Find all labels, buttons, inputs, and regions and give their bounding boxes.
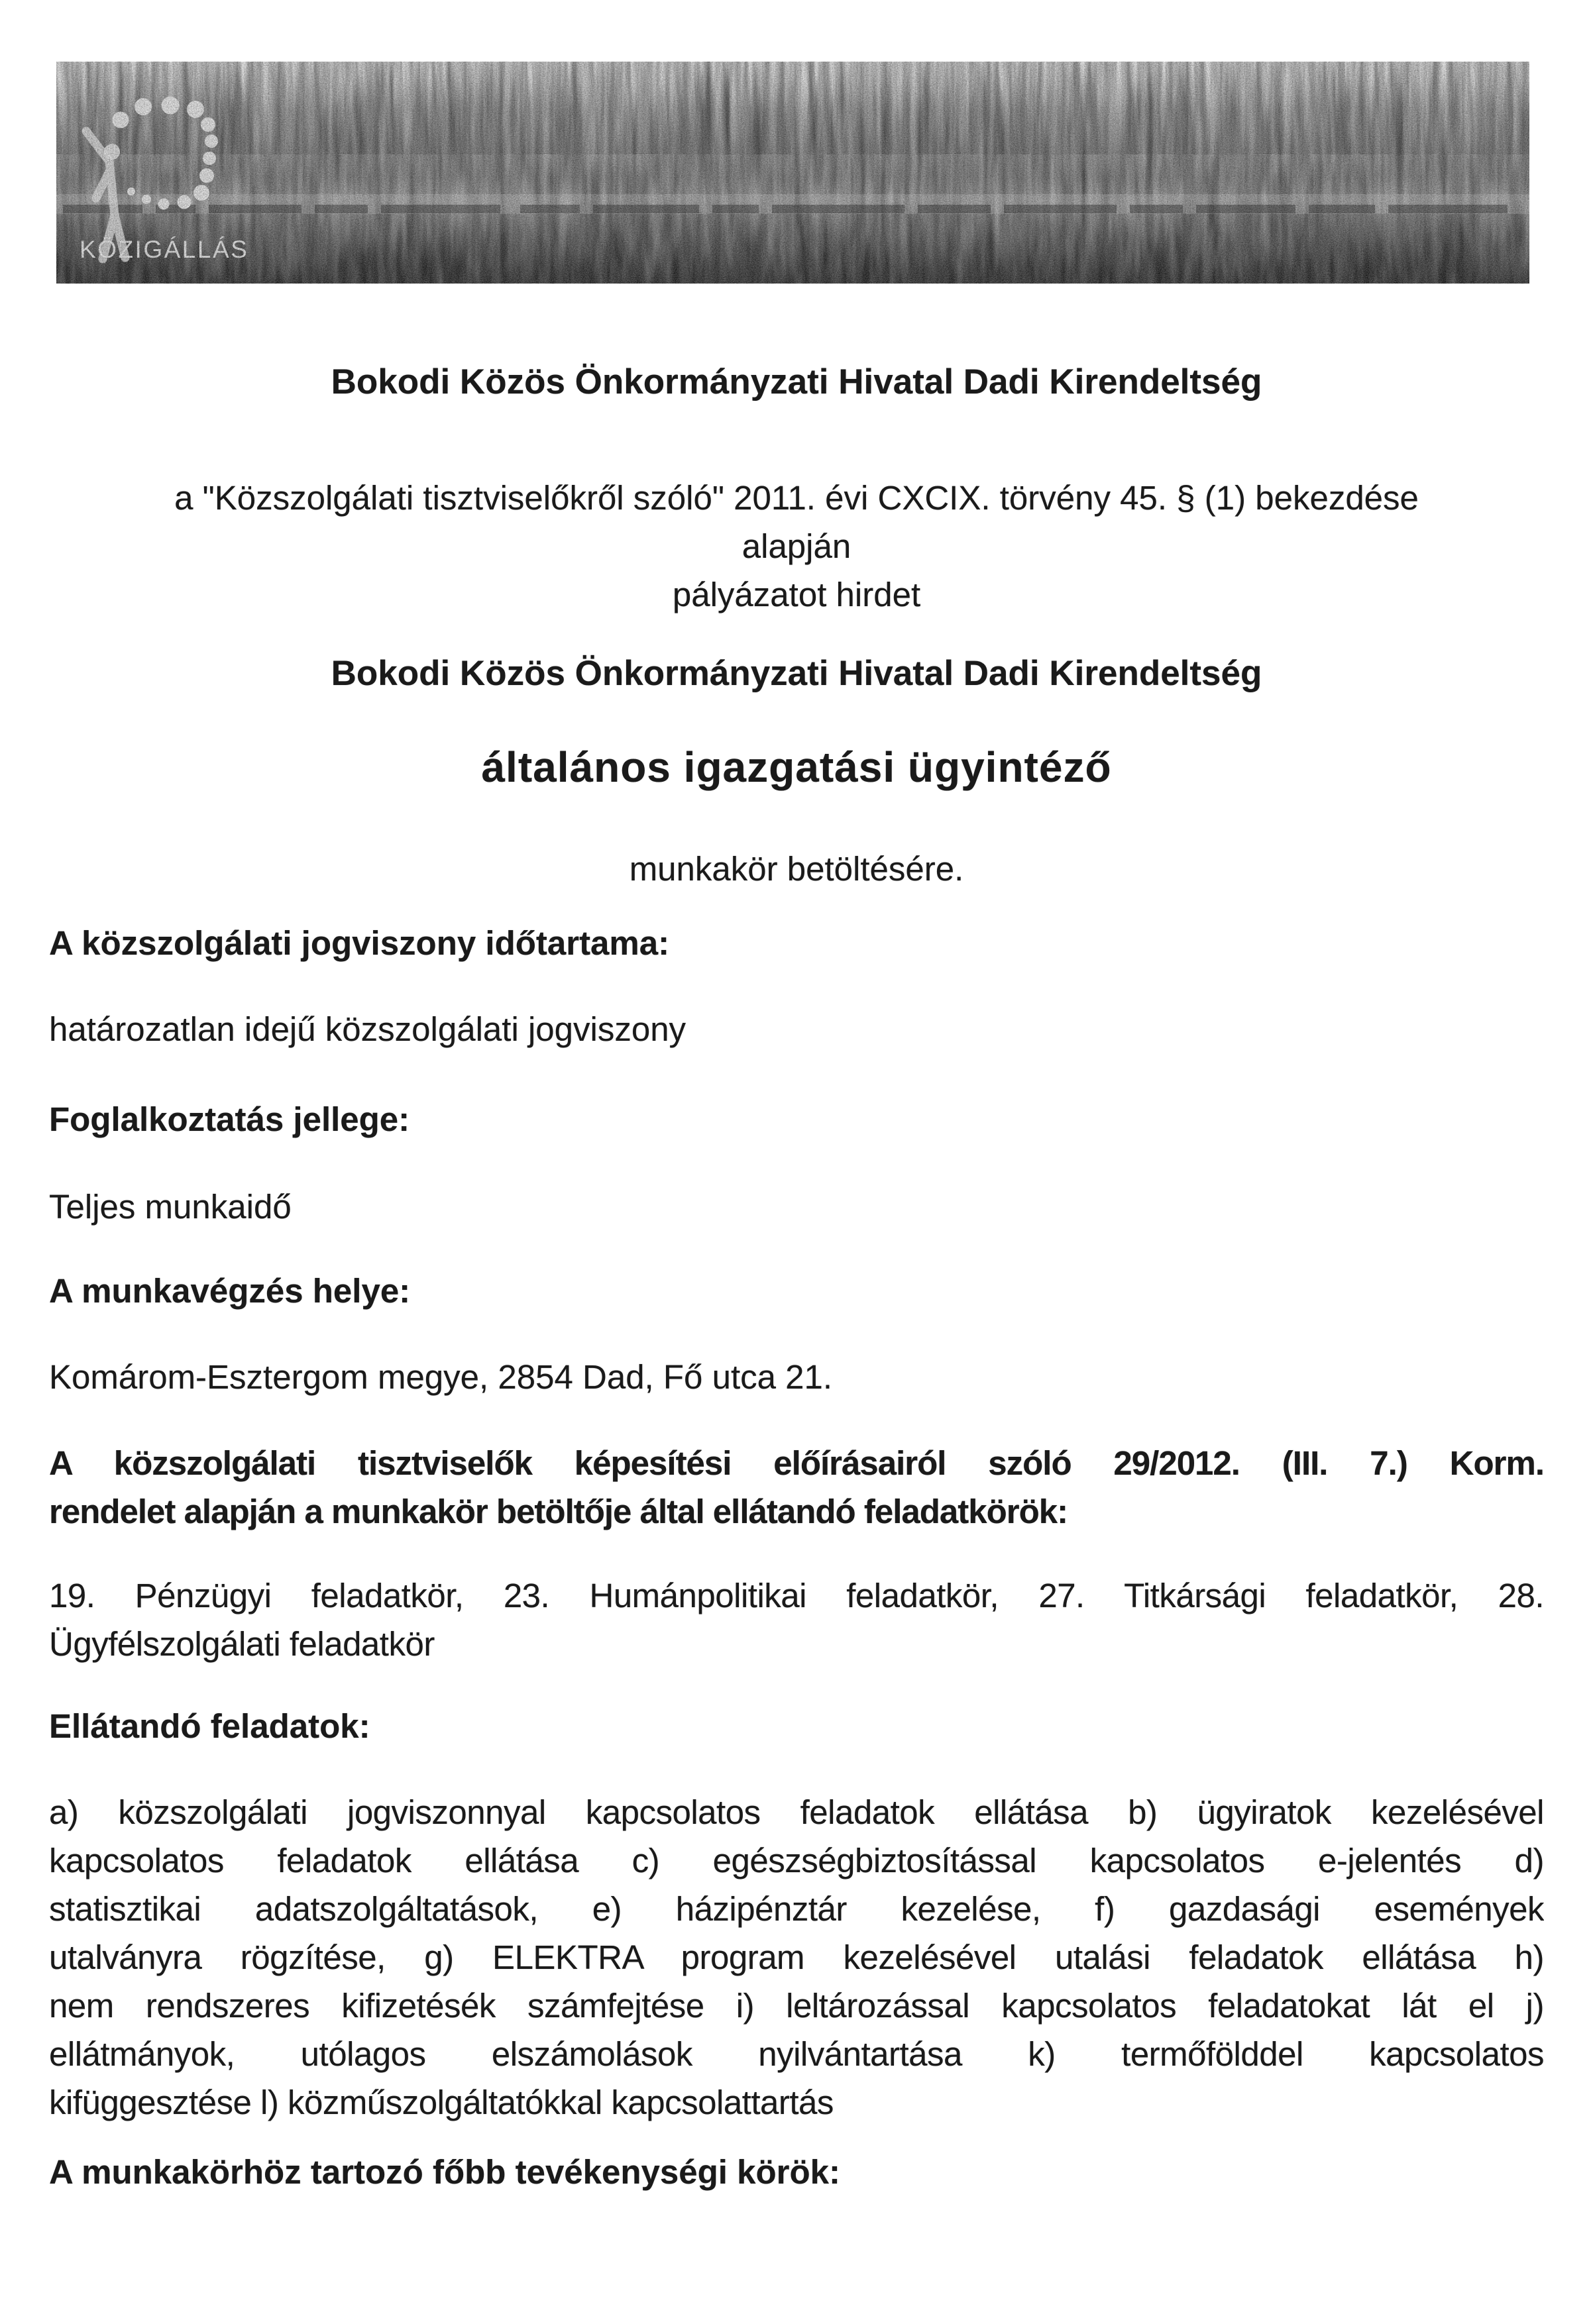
position-title: általános igazgatási ügyintéző [481, 743, 1112, 791]
section-heading-tevekenysegi-korok: A munkakörhöz tartozó főbb tevékenységi körök: [49, 2153, 840, 2191]
task-line-2: kapcsolatos feladatok ellátása c) egészségbiztosítással kapcsolatos e-jelentés d) [49, 1842, 1544, 1879]
feladatkorok-line-2: Ügyfélszolgálati feladatkör [49, 1625, 435, 1663]
task-line-7: kifüggesztése l) közműszolgáltatókkal kapcsolattartás [49, 2084, 834, 2121]
org-title-repeat: Bokodi Közös Önkormányzati Hivatal Dadi Kirendeltség [331, 654, 1262, 693]
position-suffix: munkakör betöltésére. [629, 850, 964, 888]
legal-basis-line-3: pályázatot hirdet [672, 576, 921, 613]
banner-grain-light [56, 62, 1529, 284]
section-body-foglalkoztatas-jellege: Teljes munkaidő [49, 1188, 292, 1226]
section-heading-munkavegzes-helye: A munkavégzés helye: [49, 1272, 411, 1310]
section-body-munkavegzes-helye: Komárom-Esztergom megye, 2854 Dad, Fő utca 21. [49, 1358, 833, 1396]
section-body-ellatando-feladatok [49, 1788, 1544, 2127]
task-line-4: utalványra rögzítése, g) ELEKTRA program kezelésével utalási feladatok ellátása h) [49, 1938, 1544, 1976]
job-posting-content [0, 357, 1593, 2196]
feladatkorok-line-1: 19. Pénzügyi feladatkör, 23. Humánpolitikai feladatkör, 27. Titkársági feladatkör, 28. [49, 1577, 1544, 1614]
task-line-3: statisztikai adatszolgáltatások, e) házipénztár kezelése, f) gazdasági események [49, 1890, 1544, 1928]
org-title: Bokodi Közös Önkormányzati Hivatal Dadi Kirendeltség [331, 362, 1262, 401]
task-line-6: ellátmányok, utólagos elszámolások nyilvántartása k) termőfölddel kapcsolatos [49, 2035, 1544, 2073]
legal-basis-line-1: a "Közszolgálati tisztviselőkről szóló" 2011. évi CXCIX. törvény 45. § (1) bekezdése [174, 479, 1419, 517]
section-heading-ellatando-feladatok: Ellátandó feladatok: [49, 1707, 370, 1745]
kepesitesi-heading-line-1: A közszolgálati tisztviselők képesítési előírásairól szóló 29/2012. (III. 7.) Korm. [49, 1444, 1544, 1482]
kepesitesi-heading-line-2: rendelet alapján a munkakör betöltője által ellátandó feladatkörök: [49, 1493, 1068, 1530]
section-heading-foglalkoztatas-jellege: Foglalkoztatás jellege: [49, 1100, 410, 1138]
task-line-5: nem rendszeres kifizetésék számfejtése i) leltározással kapcsolatos feladatokat lát el j) [49, 1987, 1544, 2025]
legal-basis-line-2: alapján [742, 527, 851, 565]
section-heading-kepesitesi-eloirasok [49, 1439, 1544, 1536]
section-heading-jogviszony-idotartama: A közszolgálati jogviszony időtartama: [49, 924, 670, 962]
task-line-1: a) közszolgálati jogviszonnyal kapcsolatos feladatok ellátása b) ügyiratok kezelésével [49, 1793, 1544, 1831]
legal-basis [49, 474, 1544, 619]
kozigallas-banner [56, 62, 1529, 284]
section-body-jogviszony-idotartama: határozatlan idejű közszolgálati jogviszony [49, 1010, 687, 1048]
section-body-feladatkorok [49, 1571, 1544, 1668]
banner-image [56, 62, 1529, 284]
